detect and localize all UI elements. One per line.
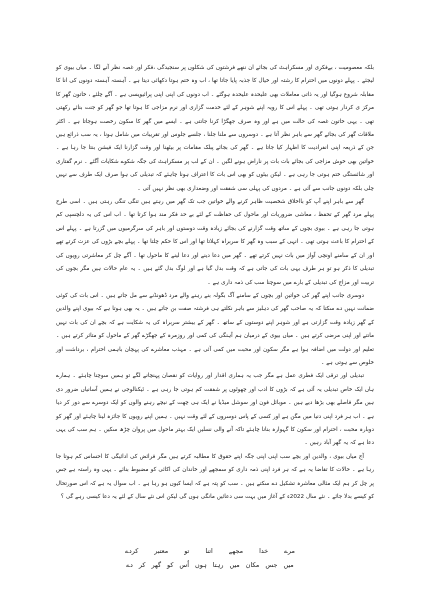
verse-line-1: مرے خدا مجھے اتنا تو معتبر کردے (125, 547, 295, 555)
article-paragraph: آج میاں بیوی ، والدین اور بچے سب اپنی اپنی جگہ اپنے حقوق کا مطالبہ کرتے ہیں مگر فرائض کی ادائیگی کا احساس کم ہوتا جا رہا ہے ۔ حالات کا تقاضا یہ ہے کہ ہر فرد اپنی ذمہ داری کو سمجھے اور خاندان کی اکائی کو مضبوط بنائے ۔ یہی وہ راستہ ہے جس پر چل کر ہم ایک مثالی معاشرہ تشکیل دے سکتے ہیں ۔ سب کو پتہ ہے کہ ایسا کیوں ہو رہا ہے ۔ اب سوال یہ ہے کہ اس صورتحال کو کیسے بدلا جائے ۔ نئے سال 2022ء کے آغاز میں بہت سی دعائیں مانگی ہوں گی لیکن اس نئے سال کے لئے یہ دعا کیسی رہے گی ؟ (56, 453, 374, 500)
article-paragraph: دوسری جانب اپنے گھر کی خواتین اور بچوں کے سامنے آگ بگولہ بنے رہنے والے مرد ڈھونڈنے سے مل جاتے ہیں ۔ اس بات کی کوئی ضمانت نہیں دے سکتا کہ یہ صاحب گھر کی دہلیز سے باہر نکلتے ہی فرشتہ صفت بن جاتے ہیں ۔ یہ بھی ہوتا ہے کہ بیوی اپنے والدین کے گھر زیادہ وقت گزارتی ہے اور شوہر اپنے دوستوں کے ساتھ ۔ گھر کے بیشتر سربراہ کی یہ شکایت ہے کہ بچے ان کی بات نہیں مانتے اور اپنی مرضی کرتے ہیں ۔ میاں بیوی کے درمیان ہم آہنگی کی کمی اور روزمرہ کے جھگڑے گھر کے ماحول کو متاثر کرتے ہیں ۔ تعلیم اور دولت میں اضافہ ہوا ہے مگر سکون اور محبت میں کمی آئی ہے ۔ مہذب معاشرے کی پہچان باہمی احترام ، برداشت اور خلوص سے ہوتی ہے ۔ (56, 292, 374, 366)
article-paragraph: بلکہ معصومیت ، بےفکری اور مسکراہٹ کی بجائے ان ننھے فرشتوں کی شکلوں پر سنجیدگی ،فکر اور غصہ نظر آنے لگا ۔ میاں بیوی کو لیجئے ۔ پہلے دونوں میں احترام کا رشتہ اور خیال کا جذبہ پایا جاتا تھا ، اب وہ ختم ہوتا دکھائی دیتا ہے ۔ آہستہ آہستہ دونوں کی انا کا مقابلہ شروع ہوگیا اور یہ ذاتی معاملات بھی علیحدہ علیحدہ ہوگئے ۔ اب دونوں کی اپنی اپنی پرائیویسی ہے ۔ آگے چلئے ، خاتون گھر کا مرکز ی کردار ہوتی تھی ۔ پہلے اس کا رویہ اپنے شوہر کے لئے خدمت گزاری اور نرم مزاجی کا ہوتا تھا جو گھر کو جنت بنائے رکھتی تھی ۔ یہی خاتون غصہ کی حالت میں ہے اور وہ صرف جھگڑا کرنا جانتی ہے ۔ ایسے میں گھر کا سکون رخصت ہوجاتا ہے ۔ اکثر ملاقات گھر کی بجائے گھر سے باہر نظر آتا ہے ۔ دوسروں سے ملنا جلنا ، جلسے جلوس اور تقریبات میں شامل ہونا ، یہ سب ذرائع ہیں جن کے ذریعہ اپنی انفرادیت کا اظہار کیا جاتا ہے ۔ گھر کی بجائے پبلک مقامات پر بیٹھنا اور وقت گزارنا ایک فیشن بنتا جا رہا ہے ۔ خواتین بھی خوش مزاجی کی بجائے بات بات پر ناراض ہونے لگیں ۔ ان کے لب پر مسکراہٹ کی جگہ شکوے شکایات آگئے ۔ نرم گفتاری اور شائستگی ختم ہوتی جا رہی ہے ۔ لیکن بیٹوں کو بھی اس بات کا اعتراف ہونا چاہئے کہ تبدیلی کی ہوا صرف ایک طرف سے نہیں چلی بلکہ دونوں جانب سے آئی ہے ۔ مردوں کی پہلی سی شفقت اور وضعداری بھی نظر نہیں آتی ۔ (56, 65, 374, 192)
verse-line-2: میں جس مکان میں رہتا ہوں اُس کو گھر کر دے (126, 561, 294, 569)
article-paragraph: تبدیلی اور ترقی ایک فطری عمل ہے مگر جب یہ ہماری اقدار اور روایات کو نقصان پہنچانے لگے تو ہمیں سوچنا چاہئے ۔ ہمارے ہاں ایک خاص تبدیلی یہ آئی ہے کہ بڑوں کا ادب اور چھوٹوں پر شفقت کم ہوتی جا رہی ہے ۔ ٹیکنالوجی نے ہمیں آسانیاں ضرور دی ہیں مگر فاصلے بھی بڑھا دیے ہیں ۔ موبائل فون اور سوشل میڈیا نے ایک ہی چھت کے نیچے رہنے والوں کو ایک دوسرے سے دور کر دیا ہے ۔ اب ہر فرد اپنی دنیا میں مگن ہے اور کسی کے پاس دوسروں کے لئے وقت نہیں ۔ ہمیں اپنے رویوں کا جائزہ لینا چاہئے اور گھر کو دوبارہ محبت ، احترام اور سکون کا گہوارہ بنانا چاہئے تاکہ آنے والی نسلیں ایک بہتر ماحول میں پروان چڑھ سکیں ۔ ہم سب کی یہی دعا ہے کہ یہ گھر آباد رہیں ۔ (56, 373, 374, 447)
article-paragraph: گھر سے باہر اپنے آپ کو بااخلاق شخصیت ظاہر کرنے والے خواتین جب تک گھر میں رہتے ہیں تنگی تنگی رہتی ہیں ۔ اسی طرح پہلے مرد گھر کے تحفظ ، معاشی ضروریات اور ماحول کی حفاظت کے لئے بے حد فکر مند ہوا کرتا تھا ۔ اب اس کی یہ دلچسپی کم ہوتی جا رہی ہے ۔ بیوی بچوں کے ساتھ وقت گزارنے کی بجائے زیادہ وقت دوستوں اور باہر کی سرگرمیوں میں گزرتا ہے ۔ پہلے اس کے احترام کا باعث ہوتی تھی ۔ انہی کے سبب وہ گھر کا سربراہ کہلاتا تھا اور اس کا حکم چلتا تھا ۔ پہلے بچے بڑوں کی عزت کرتے تھے اور ان کے سامنے اونچی آواز میں بات نہیں کرتے تھے ۔ گھر میں دعا دینے اور دعا لینے کا ماحول تھا ۔ آگے چل کر معاشرتی رویوں کی تبدیلی کا ذکر ہو تو ہر طرف یہی بات کی جاتی ہے کہ وقت بدل گیا ہے اور لوگ بدل گئے ہیں ۔ یہ عام حالات ہیں مگر بچوں کی تربیت اور مزاج کی تبدیلی کے بارے میں سوچنا سب کی ذمہ داری ہے ۔ (56, 199, 374, 286)
article-body (56, 62, 374, 504)
